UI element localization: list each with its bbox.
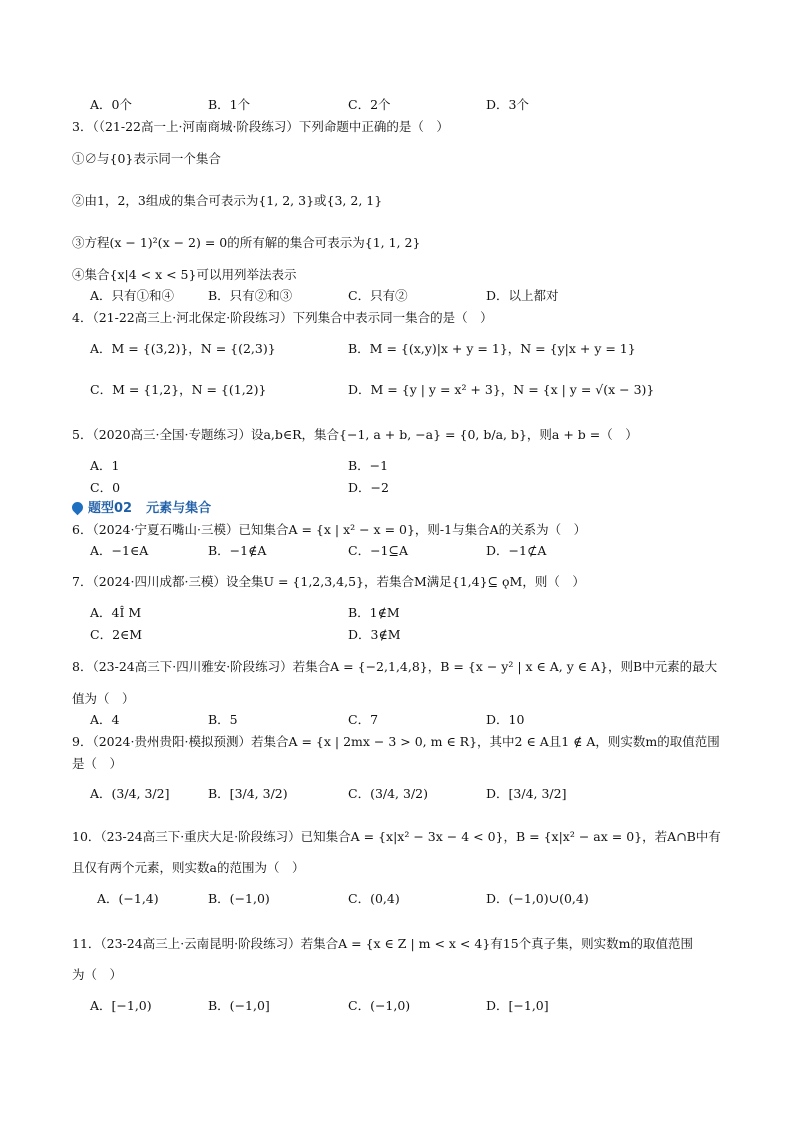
q3-option-a: A．只有①和④ [90, 288, 175, 303]
q7-option-a: A．4Î M [90, 605, 142, 620]
q10-option-c: C．(0,4) [348, 891, 400, 906]
q3-item-2: ②由1，2，3组成的集合可表示为{1, 2, 3}或{3, 2, 1} [72, 193, 383, 208]
q11-option-b: B．(−1,0] [208, 998, 270, 1013]
q7-option-b: B．1∉M [348, 605, 400, 620]
q2-option-c: C．2个 [348, 97, 391, 112]
q6-option-b: B．−1∉A [208, 543, 267, 558]
section-label: 题型02 [88, 501, 133, 516]
q3-option-d: D．以上都对 [486, 288, 559, 303]
q5-option-b: B．−1 [348, 458, 389, 473]
q9-option-a: A．(3/4, 3/2] [90, 786, 170, 801]
q9-option-b: B．[3/4, 3/2) [208, 786, 288, 801]
section-title: 元素与集合 [146, 501, 212, 516]
q10-option-a: A．(−1,4) [97, 891, 159, 906]
q4-option-c: C．M = {1,2}，N = {(1,2)} [90, 382, 267, 397]
q4-option-b: B．M = {(x,y)|x + y = 1}，N = {y|x + y = 1} [348, 341, 636, 356]
q5-option-c: C．0 [90, 480, 121, 495]
q9-option-d: D．[3/4, 3/2] [486, 786, 567, 801]
q9-option-c: C．(3/4, 3/2) [348, 786, 428, 801]
q5-option-a: A．1 [90, 458, 120, 473]
q11-stem-line-2: 为（ ） [72, 967, 123, 982]
q8-option-a: A．4 [90, 712, 120, 727]
q6-stem: 6．（2024·宁夏石嘴山·三模）已知集合A = {x | x² − x = 0}，则-1与集合A的关系为（ ） [72, 522, 587, 537]
q3-option-c: C．只有② [348, 288, 408, 303]
q6-option-a: A．−1∈A [90, 543, 149, 558]
q9-stem-line-2: 是（ ） [72, 756, 123, 771]
q10-option-b: B．(−1,0) [208, 891, 270, 906]
q7-option-c: C．2∈M [90, 627, 143, 642]
location-pin-icon [70, 500, 86, 516]
q11-option-d: D．[−1,0] [486, 998, 549, 1013]
q9-stem-line-1: 9．（2024·贵州贵阳·模拟预测）若集合A = {x | 2mx − 3 > 0, m ∈ R}，其中2 ∈ A且1 ∉ A，则实数m的取值范围 [72, 734, 720, 749]
q11-option-c: C．(−1,0) [348, 998, 411, 1013]
q3-option-b: B．只有②和③ [208, 288, 293, 303]
q6-option-d: D．−1⊄A [486, 543, 547, 558]
q8-stem-line-1: 8．（23-24高三下·四川雅安·阶段练习）若集合A = {−2,1,4,8}，B = {x − y² | x ∈ A, y ∈ A}，则B中元素的最大 [72, 659, 718, 674]
q10-stem-line-2: 且仅有两个元素，则实数a的范围为（ ） [72, 860, 305, 875]
q8-option-c: C．7 [348, 712, 379, 727]
q8-option-b: B．5 [208, 712, 238, 727]
q5-option-d: D．−2 [348, 480, 389, 495]
q8-option-d: D．10 [486, 712, 525, 727]
q11-option-a: A．[−1,0) [90, 998, 152, 1013]
q4-option-d: D．M = {y | y = x² + 3}，N = {x | y = √(x − 3)} [348, 382, 655, 397]
section-heading [72, 500, 211, 518]
q2-option-d: D．3个 [486, 97, 529, 112]
q3-item-1: ①∅与{0}表示同一个集合 [72, 151, 221, 166]
q7-stem: 7．（2024·四川成都·三模）设全集U = {1,2,3,4,5}，若集合M满足{1,4}⊆ ǫM，则（ ） [72, 574, 585, 589]
q11-stem-line-1: 11．（23-24高三上·云南昆明·阶段练习）若集合A = {x ∈ Z | m < x < 4}有15个真子集，则实数m的取值范围 [72, 936, 694, 951]
q6-option-c: C．−1⊆A [348, 543, 408, 558]
q4-stem: 4．（21-22高三上·河北保定·阶段练习）下列集合中表示同一集合的是（ ） [72, 310, 493, 325]
q3-item-4: ④集合{x|4 < x < 5}可以用列举法表示 [72, 267, 297, 282]
q7-option-d: D．3∉M [348, 627, 401, 642]
q3-item-3: ③方程(x − 1)²(x − 2) = 0的所有解的集合可表示为{1, 1, 2} [72, 235, 421, 250]
q10-stem-line-1: 10．（23-24高三下·重庆大足·阶段练习）已知集合A = {x|x² − 3x − 4 < 0}，B = {x|x² − ax = 0}，若A∩B中有 [72, 829, 721, 844]
q8-stem-line-2: 值为（ ） [72, 691, 135, 706]
q4-option-a: A．M = {(3,2)}，N = {(2,3)} [90, 341, 276, 356]
q3-stem: 3．（（21-22高一上·河南商城·阶段练习）下列命题中正确的是（ ） [72, 119, 449, 134]
q10-option-d: D．(−1,0)∪(0,4) [486, 891, 589, 906]
q2-option-a: A．0个 [90, 97, 132, 112]
q2-option-b: B．1个 [208, 97, 251, 112]
q5-stem: 5．（2020高三·全国·专题练习）设a,b∈R，集合{−1, a + b, −a} = {0, b/a, b}，则a + b =（ ） [72, 427, 638, 442]
